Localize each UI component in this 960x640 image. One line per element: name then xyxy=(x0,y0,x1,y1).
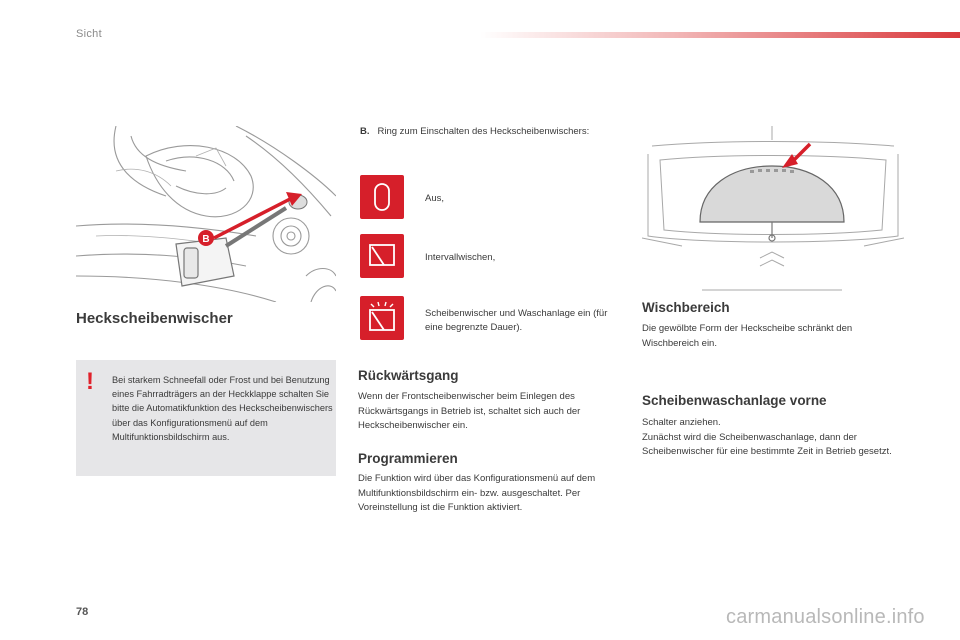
mode-wiper-washer-text: Scheibenwischer und Waschanlage ein (für eine begrenzte Dauer). xyxy=(425,308,608,333)
front-washer-line1: Schalter anziehen. xyxy=(642,417,721,428)
page-number: 78 xyxy=(76,606,89,618)
intermittent-wiper-icon xyxy=(360,234,404,278)
heading-rueckwaertsgang: Rückwärtsgang xyxy=(358,368,459,383)
mode-off-text: Aus, xyxy=(425,193,445,204)
wiper-stalk-illustration xyxy=(76,126,336,302)
programming-text: Die Funktion wird über das Konfigurationsmenü auf dem Multifunktionsbildschirm ein- bzw. ausgeschaltet. Per Voreinstellung ist die Funktion aktiviert. xyxy=(358,473,596,514)
section-title: Sicht xyxy=(76,28,102,40)
heading-heckscheibenwischer: Heckscheibenwischer xyxy=(76,310,233,327)
reverse-text: Wenn der Frontscheibenwischer beim Einlegen des Rückwärtsgangs in Betrieb ist, schaltet sich auch der Heckscheibenwischer ein. xyxy=(358,391,581,432)
front-washer-text xyxy=(642,416,904,460)
header-rule xyxy=(480,32,960,38)
front-washer-line2: Zunächst wird die Scheibenwaschanlage, dann der Scheibenwischer für eine bestimmte Zeit in Betrieb gesetzt. xyxy=(642,431,892,458)
mode-intermittent-text: Intervallwischen, xyxy=(425,252,496,263)
ring-label: B. xyxy=(360,126,370,137)
heading-wischbereich: Wischbereich xyxy=(642,300,730,315)
watermark: carmanualsonline.info xyxy=(726,606,925,628)
wipe-area-text: Die gewölbte Form der Heckscheibe schränkt den Wischbereich ein. xyxy=(642,323,853,349)
warning-icon: ! xyxy=(86,368,94,395)
off-ring-icon xyxy=(360,175,404,219)
ring-description xyxy=(360,126,589,137)
wipe-area-shape xyxy=(700,166,844,222)
heading-scheibenwaschanlage-vorne: Scheibenwaschanlage vorne xyxy=(642,393,827,408)
ring-text: Ring zum Einschalten des Heckscheibenwischers: xyxy=(377,126,590,137)
wiper-washer-icon xyxy=(360,296,404,340)
warning-text: Bei starkem Schneefall oder Frost und bei Benutzung eines Fahrradträgers an der Heckklappe schalten Sie bitte die Automatikfunktion des Heckscheibenwischers über das Konfigurationsmenü auf dem Multifunktionsbildschirm aus. xyxy=(112,375,333,442)
callout-b-label: B xyxy=(202,234,210,245)
rear-window-illustration xyxy=(642,126,904,296)
heading-programmieren: Programmieren xyxy=(358,451,458,466)
